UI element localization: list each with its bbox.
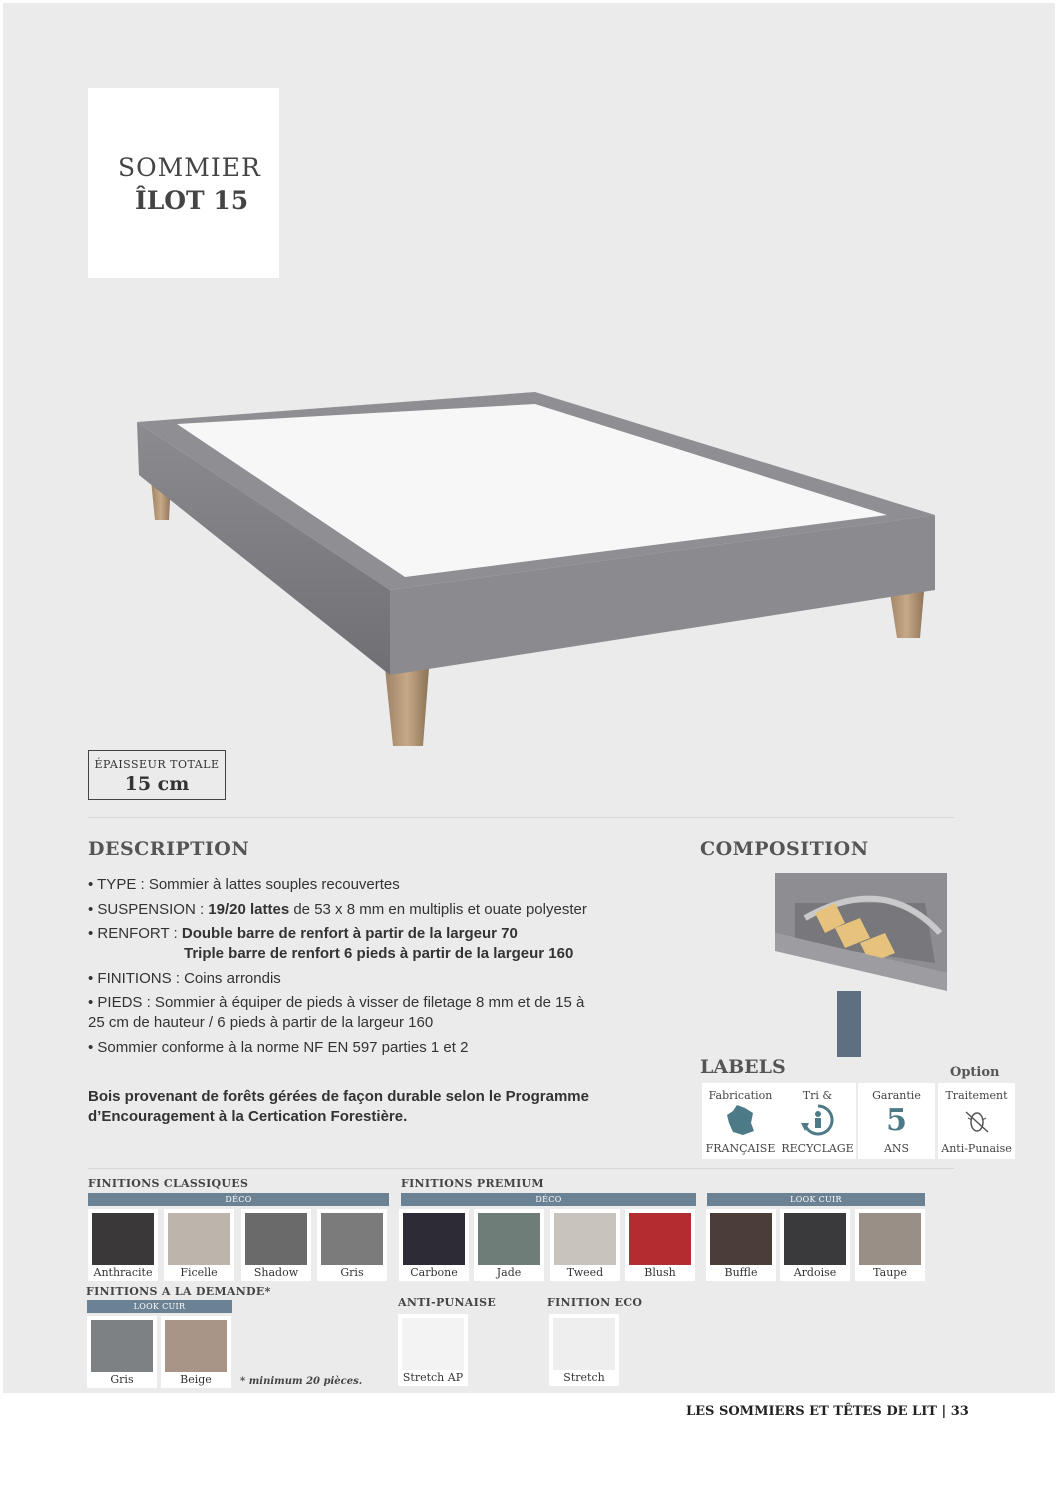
swatch-name: Ficelle xyxy=(180,1266,218,1279)
swatch-color xyxy=(402,1318,464,1370)
label-fabrication-bottom: FRANÇAISE xyxy=(705,1142,776,1155)
classiques-deco-bar: DÉCO xyxy=(88,1193,389,1206)
thickness-label: ÉPAISSEUR TOTALE xyxy=(94,758,220,771)
finitions-demande-title: FINITIONS A LA DEMANDE* xyxy=(86,1285,271,1298)
swatch-stretch-ap xyxy=(398,1314,468,1386)
title-line2: ÎLOT 15 xyxy=(135,186,249,215)
swatch-color xyxy=(553,1318,615,1370)
swatch-anthracite xyxy=(88,1209,158,1281)
swatch-name: Jade xyxy=(496,1266,522,1279)
renfort-line2: Triple barre de renfort 6 pieds à partir de la largeur 160 xyxy=(184,945,574,962)
finition-eco-title: FINITION ECO xyxy=(547,1296,643,1309)
description-heading: DESCRIPTION xyxy=(88,838,250,860)
swatch-name: Taupe xyxy=(873,1266,907,1279)
france-map-icon xyxy=(727,1105,755,1135)
swatch-color xyxy=(859,1213,921,1265)
swatch-color xyxy=(710,1213,772,1265)
bed-base-image xyxy=(135,390,935,750)
finitions-classiques-title: FINITIONS CLASSIQUES xyxy=(88,1177,249,1190)
label-garantie-bottom: ANS xyxy=(883,1142,910,1155)
swatch-color xyxy=(629,1213,691,1265)
swatch-color xyxy=(168,1213,230,1265)
swatch-shadow xyxy=(241,1209,311,1281)
label-garantie xyxy=(858,1083,935,1159)
label-garantie-top: Garantie xyxy=(872,1089,921,1102)
thickness-value: 15 cm xyxy=(124,773,190,795)
swatch-color xyxy=(554,1213,616,1265)
page-footer: LES SOMMIERS ET TÊTES DE LIT | 33 xyxy=(686,1404,969,1419)
swatch-color xyxy=(478,1213,540,1265)
swatch-name: Beige xyxy=(180,1373,212,1386)
label-anti-punaise xyxy=(938,1083,1015,1159)
wood-line2: d’Encouragement à la Certication Forestière. xyxy=(88,1108,408,1125)
desc-pieds-1: • PIEDS : Sommier à équiper de pieds à visser de filetage 8 mm et de 15 à xyxy=(88,994,585,1011)
desc-pieds-2: 25 cm de hauteur / 6 pieds à partir de la largeur 160 xyxy=(88,1014,434,1031)
swatch-blush xyxy=(625,1209,695,1281)
premium-deco-bar: DÉCO xyxy=(401,1193,696,1206)
desc-suspension xyxy=(88,901,587,918)
swatch-gris xyxy=(87,1316,157,1388)
label-anti-punaise-top: Traitement xyxy=(945,1089,1008,1102)
swatch-color xyxy=(245,1213,307,1265)
suspension-bold: 19/20 lattes xyxy=(208,901,290,918)
swatch-name: Stretch xyxy=(563,1371,605,1384)
thickness-box xyxy=(88,750,226,800)
bedbug-icon xyxy=(964,1106,990,1136)
swatch-ficelle xyxy=(164,1209,234,1281)
composition-image xyxy=(775,873,947,1059)
wood-notice xyxy=(88,1087,648,1127)
swatch-name: Ardoise xyxy=(793,1266,837,1279)
label-anti-punaise-bottom: Anti-Punaise xyxy=(941,1142,1012,1155)
swatch-tweed xyxy=(550,1209,620,1281)
minimum-note: * minimum 20 pièces. xyxy=(240,1376,363,1387)
swatch-name: Gris xyxy=(340,1266,364,1279)
swatch-color xyxy=(784,1213,846,1265)
desc-finitions: • FINITIONS : Coins arrondis xyxy=(88,970,281,987)
swatch-jade xyxy=(474,1209,544,1281)
renfort-line1: Double barre de renfort à partir de la largeur 70 xyxy=(181,925,518,942)
swatch-color xyxy=(91,1320,153,1372)
swatch-color xyxy=(321,1213,383,1265)
label-recyclage-top: Tri & xyxy=(802,1089,833,1102)
swatch-name: Blush xyxy=(644,1266,676,1279)
renfort-prefix: • RENFORT : xyxy=(88,925,182,942)
swatch-buffle xyxy=(706,1209,776,1281)
title-line1: SOMMIER xyxy=(118,153,261,182)
composition-heading: COMPOSITION xyxy=(700,838,869,860)
labels-heading: LABELS xyxy=(700,1056,786,1078)
swatch-taupe xyxy=(855,1209,925,1281)
swatch-beige xyxy=(161,1316,231,1388)
swatch-color xyxy=(403,1213,465,1265)
suspension-rest: de 53 x 8 mm en multiplis et ouate polyester xyxy=(289,901,587,918)
demande-look-cuir-bar: LOOK CUIR xyxy=(87,1300,232,1313)
label-recyclage-bottom: RECYCLAGE xyxy=(781,1142,854,1155)
suspension-prefix: • SUSPENSION : xyxy=(88,901,209,918)
swatch-color xyxy=(165,1320,227,1372)
look-cuir-bar: LOOK CUIR xyxy=(707,1193,925,1206)
swatch-name: Carbone xyxy=(410,1266,458,1279)
title-box xyxy=(88,88,279,278)
wood-line1: Bois provenant de forêts gérées de façon durable selon le Programme xyxy=(88,1088,589,1105)
label-garantie-years: 5 xyxy=(886,1103,907,1138)
label-fabrication xyxy=(702,1083,779,1159)
swatch-ardoise xyxy=(780,1209,850,1281)
swatch-carbone xyxy=(399,1209,469,1281)
swatch-gris xyxy=(317,1209,387,1281)
recycling-icon xyxy=(801,1103,835,1137)
swatch-stretch xyxy=(549,1314,619,1386)
finitions-premium-title: FINITIONS PREMIUM xyxy=(401,1177,544,1190)
swatch-name: Shadow xyxy=(253,1266,299,1279)
swatch-color xyxy=(92,1213,154,1265)
swatch-name: Anthracite xyxy=(93,1266,153,1279)
swatch-name: Stretch AP xyxy=(402,1371,464,1384)
label-recyclage xyxy=(779,1083,856,1159)
anti-punaise-title: ANTI-PUNAISE xyxy=(398,1296,497,1309)
desc-renfort xyxy=(88,925,518,942)
labels-option: Option xyxy=(950,1065,1000,1080)
divider xyxy=(88,817,954,818)
divider xyxy=(88,1168,954,1169)
desc-norme: • Sommier conforme à la norme NF EN 597 parties 1 et 2 xyxy=(88,1039,469,1056)
swatch-name: Buffle xyxy=(724,1266,758,1279)
swatch-name: Gris xyxy=(110,1373,134,1386)
label-fabrication-top: Fabrication xyxy=(708,1089,773,1102)
desc-type: • TYPE : Sommier à lattes souples recouvertes xyxy=(88,876,400,893)
swatch-name: Tweed xyxy=(566,1266,604,1279)
